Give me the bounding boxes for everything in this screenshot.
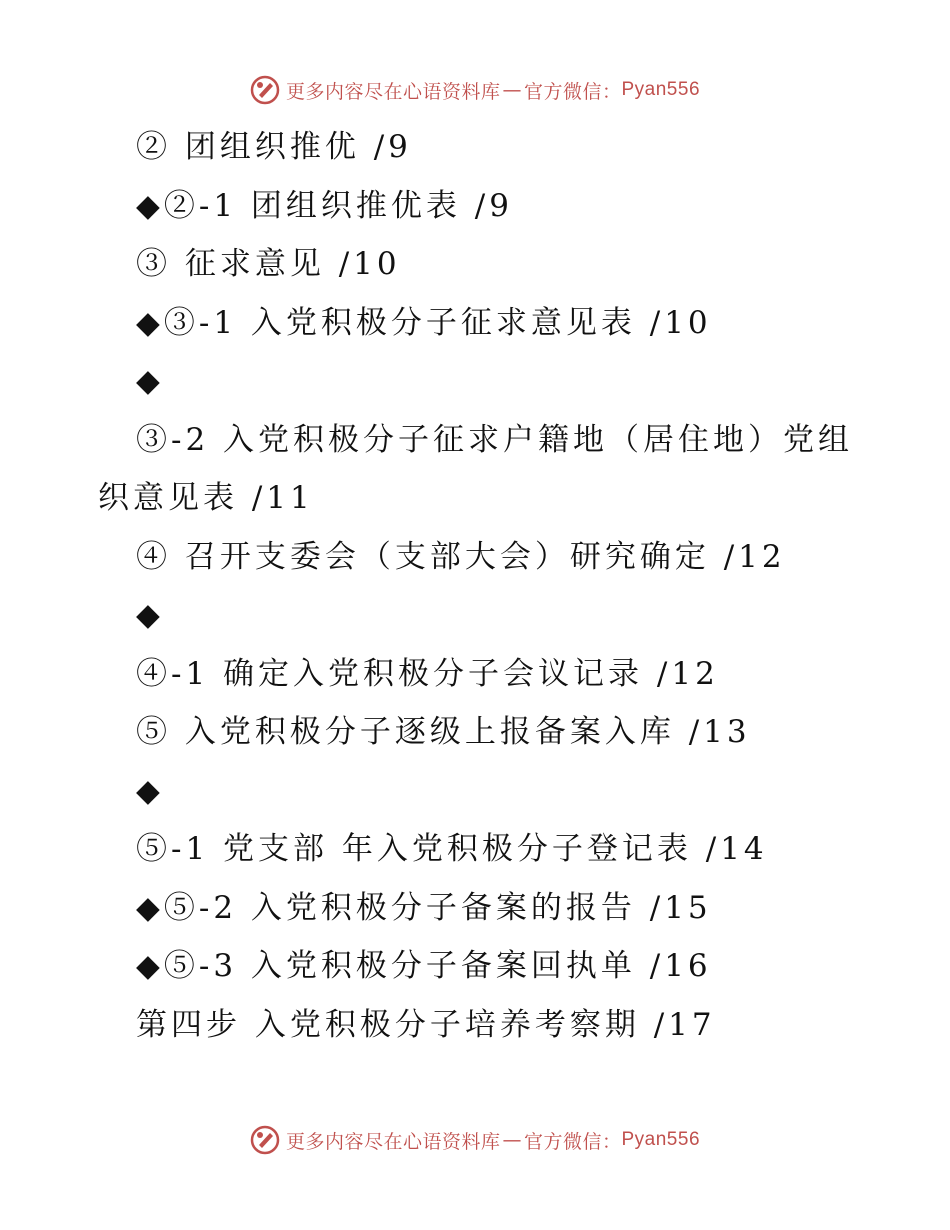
toc-line: ③-2 入党积极分子征求户籍地（居住地）党组 — [136, 421, 854, 458]
toc-line: ◆ — [136, 772, 164, 809]
watermark-wechat-id: Pyan556 — [621, 1129, 701, 1150]
toc-line: ④ 召开支委会（支部大会）研究确定 /12 — [136, 538, 786, 575]
watermark-prefix: 更多内容尽在心语资料库 — [285, 80, 501, 103]
toc-line-continuation: 织意见表 /11 — [98, 480, 314, 516]
toc-line: ③ 征求意见 /10 — [136, 246, 401, 282]
toc-line: ◆ — [136, 363, 164, 399]
toc-line: 第四步 入党积极分子培养考察期 /17 — [136, 1006, 716, 1043]
watermark-prefix: 更多内容尽在心语资料库 — [285, 1130, 501, 1153]
toc-line: ◆ — [136, 597, 164, 633]
toc-list — [98, 118, 858, 1054]
seal-logo-icon — [250, 1125, 280, 1155]
toc-line: ◆②-1 团组织推优表 /9 — [136, 187, 513, 224]
watermark-dash: — — [502, 79, 522, 101]
seal-logo-icon — [250, 75, 280, 105]
toc-line: ◆⑤-2 入党积极分子备案的报告 /15 — [136, 889, 712, 926]
toc-line: ◆⑤-3 入党积极分子备案回执单 /16 — [136, 948, 712, 984]
watermark-dash: — — [502, 1129, 522, 1151]
toc-line: ⑤-1 党支部 年入党积极分子登记表 /14 — [136, 831, 768, 867]
watermark-suffix: 官方微信： — [523, 80, 622, 103]
header-watermark — [0, 70, 950, 110]
toc-line: ② 团组织推优 /9 — [136, 129, 412, 165]
toc-line: ⑤ 入党积极分子逐级上报备案入库 /13 — [136, 714, 751, 750]
watermark-suffix: 官方微信： — [523, 1130, 622, 1153]
footer-watermark — [0, 1120, 950, 1160]
toc-line: ④-1 确定入党积极分子会议记录 /12 — [136, 655, 719, 692]
toc-line: ◆③-1 入党积极分子征求意见表 /10 — [136, 304, 712, 341]
watermark-wechat-id: Pyan556 — [621, 79, 701, 100]
